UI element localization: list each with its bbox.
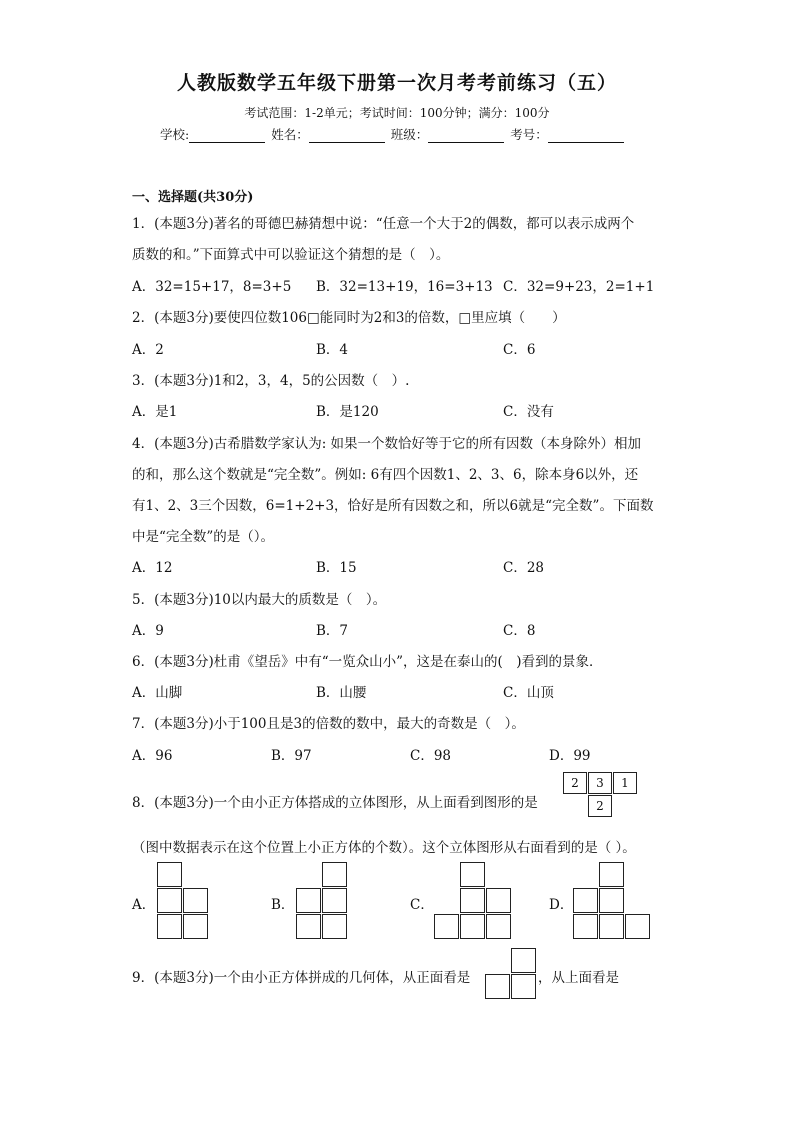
q3-option-b[interactable]: B．是120 [316, 404, 379, 420]
cube-face-cell [322, 888, 347, 913]
q6-option-a[interactable]: A．山脚 [132, 685, 183, 701]
question-4-line-4: 中是“完全数”的是（）。 [132, 529, 275, 545]
q2-option-a[interactable]: A．2 [132, 342, 164, 358]
q2-option-b[interactable]: B．4 [316, 342, 349, 358]
cube-face-cell [486, 888, 511, 913]
cube-face-cell [511, 948, 536, 973]
q8-option-b-figure[interactable] [296, 862, 348, 941]
class-label: 班级： [390, 127, 429, 142]
question-8-line-2: （图中数据表示在这个位置上小正方体的个数）。这个立体图形从右面看到的是（ ）。 [132, 840, 636, 856]
q1-option-b[interactable]: B．32=13+19，16=3+13 [316, 279, 493, 295]
cube-face-cell [599, 862, 624, 887]
cube-face-cell [434, 914, 459, 939]
q3-option-c[interactable]: C．没有 [503, 404, 554, 420]
q7-option-a[interactable]: A．96 [132, 748, 173, 764]
q6-option-c[interactable]: C．山顶 [503, 685, 554, 701]
q8-option-c-label[interactable]: C． [410, 897, 434, 913]
top-view-cell: 2 [588, 795, 612, 817]
cube-face-cell [157, 888, 182, 913]
school-label: 学校: [160, 127, 190, 142]
cube-face-cell [157, 914, 182, 939]
cube-face-cell [183, 888, 208, 913]
question-3-line-1: 3．(本题3分)1和2，3，4，5的公因数（ ）. [132, 373, 410, 389]
cube-face-cell [599, 914, 624, 939]
class-blank[interactable] [428, 130, 504, 143]
id-label: 考号： [510, 127, 548, 142]
q8-option-a-label[interactable]: A． [132, 897, 156, 913]
cube-face-cell [599, 888, 624, 913]
cube-face-cell [511, 974, 536, 999]
question-4-line-3: 有1、2、3三个因数，6=1+2+3，恰好是所有因数之和，所以6就是“完全数”。下面数 [132, 498, 654, 514]
q3-option-a[interactable]: A．是1 [132, 404, 178, 420]
q2-option-c[interactable]: C．6 [503, 342, 536, 358]
cube-face-cell [485, 974, 510, 999]
cube-face-cell [296, 888, 321, 913]
cube-face-cell [625, 914, 650, 939]
top-view-cell: 2 [563, 772, 587, 794]
q8-option-c-figure[interactable] [434, 862, 513, 941]
q5-option-c[interactable]: C．8 [503, 623, 536, 639]
q8-option-d-label[interactable]: D． [549, 897, 574, 913]
question-8-line-1: 8．(本题3分)一个由小正方体搭成的立体图形，从上面看到图形的是 [132, 795, 538, 811]
cube-face-cell [460, 862, 485, 887]
q8-top-view-figure [563, 772, 643, 820]
q7-option-b[interactable]: B．97 [271, 748, 312, 764]
q4-option-c[interactable]: C．28 [503, 560, 545, 576]
question-9-line-1-tail: ，从上面看是 [538, 970, 619, 986]
question-4-line-2: 的和，那么这个数就是“完全数”。例如: 6有四个因数1、2、3、6，除本身6以外，还 [132, 467, 639, 483]
question-6-line-1: 6．(本题3分)杜甫《望岳》中有“一览众山小”，这是在泰山的( )看到的景象． [132, 654, 603, 670]
cube-face-cell [460, 888, 485, 913]
exam-info: 考试范围：1-2单元；考试时间：100分钟；满分：100分 [244, 106, 550, 120]
name-blank[interactable] [309, 130, 385, 143]
q5-option-b[interactable]: B．7 [316, 623, 349, 639]
school-blank[interactable] [189, 130, 265, 143]
cube-face-cell [157, 862, 182, 887]
question-1-line-2: 质数的和。”下面算式中可以验证这个猜想的是（ ）。 [132, 247, 450, 263]
cube-face-cell [460, 914, 485, 939]
cube-face-cell [183, 914, 208, 939]
q8-option-a-figure[interactable] [157, 862, 209, 941]
q4-option-a[interactable]: A．12 [132, 560, 173, 576]
cube-face-cell [322, 862, 347, 887]
page-title: 人教版数学五年级下册第一次月考考前练习（五） [176, 72, 617, 94]
top-view-cell: 3 [588, 772, 612, 794]
q1-option-a[interactable]: A．32=15+17，8=3+5 [132, 279, 292, 295]
cube-face-cell [573, 888, 598, 913]
q1-option-c[interactable]: C．32=9+23，2=1+1 [503, 279, 655, 295]
question-5-line-1: 5．(本题3分)10以内最大的质数是（ ）。 [132, 592, 387, 608]
cube-face-cell [322, 914, 347, 939]
q8-option-b-label[interactable]: B． [271, 897, 295, 913]
cube-face-cell [296, 914, 321, 939]
q5-option-a[interactable]: A．9 [132, 623, 164, 639]
question-4-line-1: 4．(本题3分)古希腊数学家认为: 如果一个数恰好等于它的所有因数（本身除外）相加 [132, 436, 642, 452]
top-view-cell: 1 [613, 772, 637, 794]
q6-option-b[interactable]: B．山腰 [316, 685, 367, 701]
question-9-line-1: 9．(本题3分)一个由小正方体拼成的几何体，从正面看是 [132, 970, 471, 986]
q8-option-d-figure[interactable] [573, 862, 652, 941]
student-info-row [160, 125, 626, 143]
q9-front-view-figure [485, 948, 537, 1000]
name-label: 姓名： [271, 127, 309, 142]
q4-option-b[interactable]: B．15 [316, 560, 357, 576]
section-title: 一、选择题(共30分) [132, 190, 254, 205]
id-blank[interactable] [548, 130, 624, 143]
question-2-line-1: 2．(本题3分)要使四位数106□能同时为2和3的倍数，□里应填（ ） [132, 310, 566, 326]
q7-option-d[interactable]: D．99 [549, 748, 591, 764]
cube-face-cell [486, 914, 511, 939]
question-7-line-1: 7．(本题3分)小于100且是3的倍数的数中，最大的奇数是（ ）。 [132, 716, 525, 732]
q7-option-c[interactable]: C．98 [410, 748, 452, 764]
cube-face-cell [573, 914, 598, 939]
question-1-line-1: 1．(本题3分)著名的哥德巴赫猜想中说：“任意一个大于2的偶数，都可以表示成两个 [132, 216, 635, 232]
